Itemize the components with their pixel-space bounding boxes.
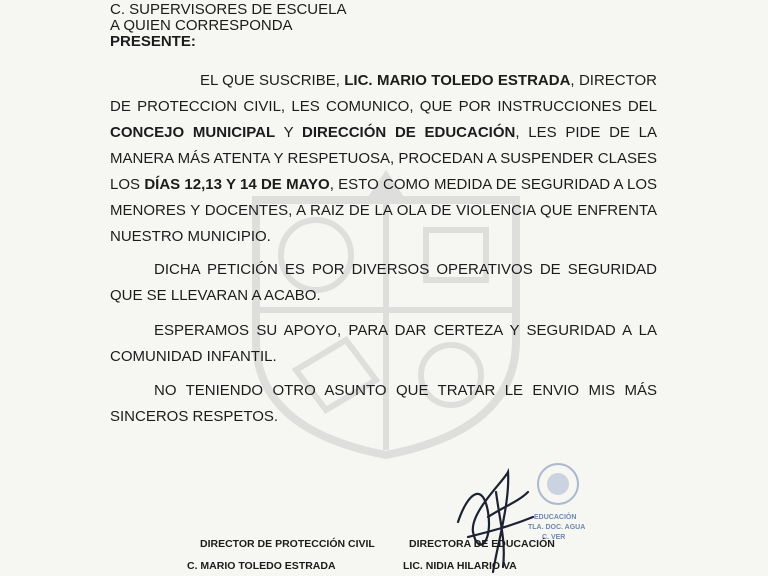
p1-dates: DÍAS 12,13 Y 14 DE MAYO (144, 176, 330, 193)
p1-org-education: DIRECCIÓN DE EDUCACIÓN (302, 124, 516, 141)
addressee-line-2: A QUIEN CORRESPONDA (110, 17, 293, 34)
addressee-block (110, 2, 346, 50)
p1-text-b: , DIRECTOR DE PROTECCION CIVIL, LES COMUNICO, QUE POR INSTRUCCIONES DEL (110, 72, 657, 115)
paragraph-1 (110, 68, 657, 250)
addressee-line-1: C. SUPERVISORES DE ESCUELA (110, 1, 347, 18)
p2-text: DICHA PETICIÓN ES POR DIVERSOS OPERATIVOS DE SEGURIDAD QUE SE LLEVARAN A ACABO. (110, 261, 657, 304)
left-signer-title: DIRECTOR DE PROTECCIÓN CIVIL (200, 538, 375, 550)
handwritten-signature-icon (448, 462, 538, 576)
p1-text-a: EL QUE SUSCRIBE, (200, 72, 345, 89)
p4-text: NO TENIENDO OTRO ASUNTO QUE TRATAR LE ENVIO MIS MÁS SINCEROS RESPETOS. (110, 382, 657, 425)
p3-text: ESPERAMOS SU APOYO, PARA DAR CERTEZA Y SEGURIDAD A LA COMUNIDAD INFANTIL. (110, 322, 657, 365)
right-signer-title: DIRECTORA DE EDUCACIÓN (409, 538, 555, 550)
p1-org-council: CONCEJO MUNICIPAL (110, 124, 276, 141)
left-signer-name: C. MARIO TOLEDO ESTRADA (187, 560, 336, 572)
p1-text-c: Y (275, 124, 303, 141)
paragraph-2 (110, 257, 657, 309)
stamp-line-2: TLA. DOC. AGUA (528, 524, 586, 531)
p1-signer-name: LIC. MARIO TOLEDO ESTRADA (344, 72, 571, 89)
stamp-line-3: C. VER (542, 534, 566, 541)
stamp-line-1: EDUCACIÓN (534, 514, 577, 521)
paragraph-3 (110, 318, 657, 370)
p1-text-e: , ESTO COMO MEDIDA DE SEGURIDAD A LOS MENORES Y DOCENTES, A RAIZ DE LA OLA DE VIOLENCIA QUE ENFRENTA NUESTRO MUNICIPIO. (110, 176, 657, 245)
right-signer-name: LIC. NIDIA HILARIO VA (403, 560, 517, 572)
addressee-presente: PRESENTE: (110, 33, 196, 50)
paragraph-4 (110, 378, 657, 430)
p1-text-d: , LES PIDE DE LA MANERA MÁS ATENTA Y RESPETUOSA, PROCEDAN A SUSPENDER CLASES LOS (110, 124, 657, 193)
